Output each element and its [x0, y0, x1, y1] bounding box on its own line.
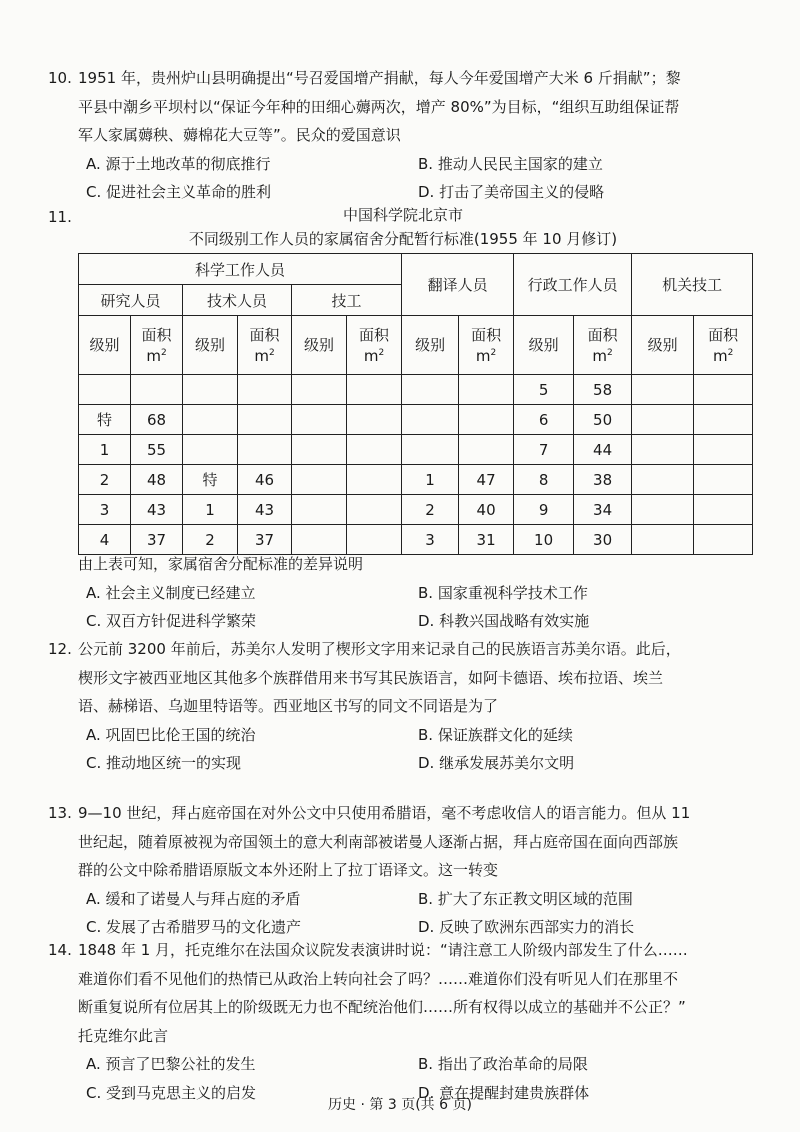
cell-area: 47 — [459, 465, 514, 495]
cell-area — [694, 435, 753, 465]
question-stem-line: 楔形文字被西亚地区其他多个族群借用来书写其民族语言，如阿卡德语、埃布拉语、埃兰 — [78, 668, 664, 687]
cell-area — [459, 375, 514, 405]
options-row — [78, 749, 758, 778]
table-body — [79, 375, 753, 555]
cell-level — [402, 435, 459, 465]
header-skilled-workers: 技工 — [292, 285, 402, 316]
question-stem-line: 世纪起，随着原被视为帝国领土的意大利南部被诺曼人逐渐占据，拜占庭帝国在面向西部族 — [78, 832, 679, 851]
cell-level — [79, 375, 131, 405]
table-caption-line-2: 不同级别工作人员的家属宿舍分配暂行标准(1955 年 10 月修订) — [188, 230, 618, 248]
header-level: 级别 — [632, 316, 694, 375]
option-c[interactable]: C. 推动地区统一的实现 — [86, 754, 242, 772]
header-area: 面积 $m^2$ — [131, 316, 183, 375]
header-area: 面积 $m^2$ — [238, 316, 292, 375]
cell-level — [632, 465, 694, 495]
cell-area — [694, 465, 753, 495]
question-stem-line: 语、赫梯语、乌迦里特语等。西亚地区书写的同文不同语是为了 — [78, 697, 499, 715]
cell-area — [238, 435, 292, 465]
cell-level: 1 — [402, 465, 459, 495]
question-10 — [48, 64, 758, 207]
question-stem-line: 军人家属薅秧、薅棉花大豆等”。民众的爱国意识 — [78, 126, 401, 144]
header-level: 级别 — [514, 316, 574, 375]
table-row — [79, 495, 753, 525]
option-a[interactable]: A. 缓和了诺曼人与拜占庭的矛盾 — [86, 889, 301, 908]
cell-area — [694, 405, 753, 435]
page-footer: 历史 · 第 3 页(共 6 页) — [328, 1097, 472, 1113]
question-12 — [48, 635, 758, 778]
question-stem-line: 难道你们看不见他们的热情已从政治上转向社会了吗？……难道你们没有听见人们在那里不 — [78, 969, 679, 988]
cell-level — [183, 435, 238, 465]
cell-level — [292, 435, 347, 465]
option-a[interactable]: A. 社会主义制度已经建立 — [86, 583, 256, 602]
cell-level: 8 — [514, 465, 574, 495]
header-science-staff: 科学工作人员 — [79, 254, 402, 285]
cell-level: 3 — [79, 495, 131, 525]
options-row — [78, 885, 758, 914]
options-row — [78, 1050, 758, 1079]
question-stem-line: 1951 年，贵州炉山县明确提出“号召爱国增产捐献，每人今年爱国增产大米 6 斤捐献”；黎 — [78, 69, 681, 87]
cell-level: 特 — [183, 465, 238, 495]
cell-level — [292, 405, 347, 435]
question-11-stem — [48, 550, 758, 636]
option-c[interactable]: C. 受到马克思主义的启发 — [86, 1083, 257, 1102]
cell-area: 68 — [131, 405, 183, 435]
question-stem-line: 9—10 世纪，拜占庭帝国在对外公文中只使用希腊语，毫不考虑收信人的语言能力。但从 11 — [78, 804, 691, 822]
option-a[interactable]: A. 预言了巴黎公社的发生 — [86, 1055, 256, 1073]
header-technical-staff: 技术人员 — [183, 285, 292, 316]
cell-area — [238, 375, 292, 405]
cell-level — [183, 375, 238, 405]
option-a[interactable]: A. 源于土地改革的彻底推行 — [86, 154, 271, 173]
option-b[interactable]: B. 指出了政治革命的局限 — [418, 1055, 588, 1073]
cell-level: 1 — [79, 435, 131, 465]
cell-level — [632, 495, 694, 525]
header-agency-workers: 机关技工 — [632, 254, 753, 316]
cell-area — [459, 405, 514, 435]
cell-area: 37 — [238, 525, 292, 555]
cell-area — [347, 465, 402, 495]
question-stem-line: 1848 年 1 月，托克维尔在法国众议院发表演讲时说：“请注意工人阶级内部发生了什么…… — [78, 941, 688, 959]
cell-area — [347, 435, 402, 465]
table-row — [79, 405, 753, 435]
question-number: 14. — [48, 941, 72, 959]
table-row — [79, 435, 753, 465]
option-d[interactable]: D. 意在提醒封建贵族群体 — [418, 1083, 590, 1102]
header-admin-staff: 行政工作人员 — [514, 254, 632, 316]
options-row — [78, 721, 758, 750]
question-stem-line: 公元前 3200 年前后，苏美尔人发明了楔形文字用来记录自己的民族语言苏美尔语。此后， — [78, 640, 681, 658]
options-row — [78, 607, 758, 636]
housing-standard-table — [78, 253, 753, 555]
cell-area: 58 — [574, 375, 632, 405]
header-area: 面积 $m^2$ — [347, 316, 402, 375]
question-stem-line: 平县中潮乡平坝村以“保证今年种的田细心薅两次，增产 80%”为目标，“组织互助组保证帮 — [78, 97, 680, 116]
header-area: 面积 $m^2$ — [459, 316, 514, 375]
cell-area — [131, 375, 183, 405]
options-row — [78, 150, 758, 179]
cell-level: 2 — [183, 525, 238, 555]
header-level: 级别 — [402, 316, 459, 375]
question-stem-line: 由上表可知，家属宿舍分配标准的差异说明 — [78, 555, 364, 573]
cell-area — [347, 375, 402, 405]
cell-area: 50 — [574, 405, 632, 435]
cell-area — [694, 375, 753, 405]
options-row — [78, 579, 758, 608]
header-researchers: 研究人员 — [79, 285, 183, 316]
cell-level: 特 — [79, 405, 131, 435]
option-b[interactable]: B. 推动人民民主国家的建立 — [418, 154, 603, 173]
cell-level — [292, 495, 347, 525]
cell-level — [632, 405, 694, 435]
option-a[interactable]: A. 巩固巴比伦王国的统治 — [86, 725, 256, 744]
option-d[interactable]: D. 继承发展苏美尔文明 — [418, 754, 575, 772]
cell-area — [694, 495, 753, 525]
header-level: 级别 — [292, 316, 347, 375]
option-c[interactable]: C. 双百方针促进科学繁荣 — [86, 612, 257, 630]
question-11 — [48, 203, 758, 251]
cell-area — [347, 405, 402, 435]
header-translators: 翻译人员 — [402, 254, 514, 316]
table-row — [79, 375, 753, 405]
option-d[interactable]: D. 科教兴国战略有效实施 — [418, 612, 590, 630]
cell-area: 38 — [574, 465, 632, 495]
cell-level: 5 — [514, 375, 574, 405]
option-b[interactable]: B. 国家重视科学技术工作 — [418, 583, 588, 602]
cell-area — [459, 435, 514, 465]
table-caption-line-1: 中国科学院北京市 — [342, 206, 463, 224]
cell-level: 2 — [79, 465, 131, 495]
cell-area: 44 — [574, 435, 632, 465]
option-b[interactable]: B. 扩大了东正教文明区域的范围 — [418, 889, 633, 908]
cell-area — [238, 405, 292, 435]
question-stem-line: 断重复说所有位居其上的阶级既无力也不配统治他们……所有权得以成立的基础并不公正？” — [78, 998, 686, 1016]
option-d[interactable]: D. 打击了美帝国主义的侵略 — [418, 183, 605, 201]
cell-level — [292, 465, 347, 495]
table-row — [79, 465, 753, 495]
header-area: 面积 $m^2$ — [574, 316, 632, 375]
cell-area: 43 — [238, 495, 292, 525]
option-c[interactable]: C. 促进社会主义革命的胜利 — [86, 183, 272, 201]
cell-area: 30 — [574, 525, 632, 555]
cell-area — [347, 495, 402, 525]
cell-level — [402, 375, 459, 405]
cell-level: 7 — [514, 435, 574, 465]
cell-level: 6 — [514, 405, 574, 435]
question-number: 12. — [48, 640, 72, 658]
question-stem-line: 群的公文中除希腊语原版文本外还附上了拉丁语译文。这一转变 — [78, 861, 499, 879]
question-stem-line: 托克维尔此言 — [78, 1026, 169, 1045]
cell-area: 34 — [574, 495, 632, 525]
cell-level: 4 — [79, 525, 131, 555]
question-number: 11. — [48, 208, 72, 226]
cell-area: 40 — [459, 495, 514, 525]
option-c[interactable]: C. 发展了古希腊罗马的文化遗产 — [86, 918, 302, 936]
cell-area: 43 — [131, 495, 183, 525]
cell-area: 46 — [238, 465, 292, 495]
question-14 — [48, 936, 758, 1107]
question-number: 13. — [48, 804, 72, 822]
question-number: 10. — [48, 69, 72, 87]
cell-level: 1 — [183, 495, 238, 525]
option-b[interactable]: B. 保证族群文化的延续 — [418, 725, 573, 744]
cell-level: 9 — [514, 495, 574, 525]
header-level: 级别 — [79, 316, 131, 375]
cell-level — [402, 405, 459, 435]
cell-area: 48 — [131, 465, 183, 495]
cell-level — [292, 375, 347, 405]
cell-level — [632, 375, 694, 405]
cell-level — [183, 405, 238, 435]
cell-area: 55 — [131, 435, 183, 465]
cell-level: 10 — [514, 525, 574, 555]
header-level: 级别 — [183, 316, 238, 375]
question-13 — [48, 799, 758, 942]
cell-level — [632, 435, 694, 465]
header-area: 面积 $m^2$ — [694, 316, 753, 375]
cell-level: 2 — [402, 495, 459, 525]
cell-area: 37 — [131, 525, 183, 555]
cell-level: 3 — [402, 525, 459, 555]
cell-area: 31 — [459, 525, 514, 555]
option-d[interactable]: D. 反映了欧洲东西部实力的消长 — [418, 918, 635, 936]
